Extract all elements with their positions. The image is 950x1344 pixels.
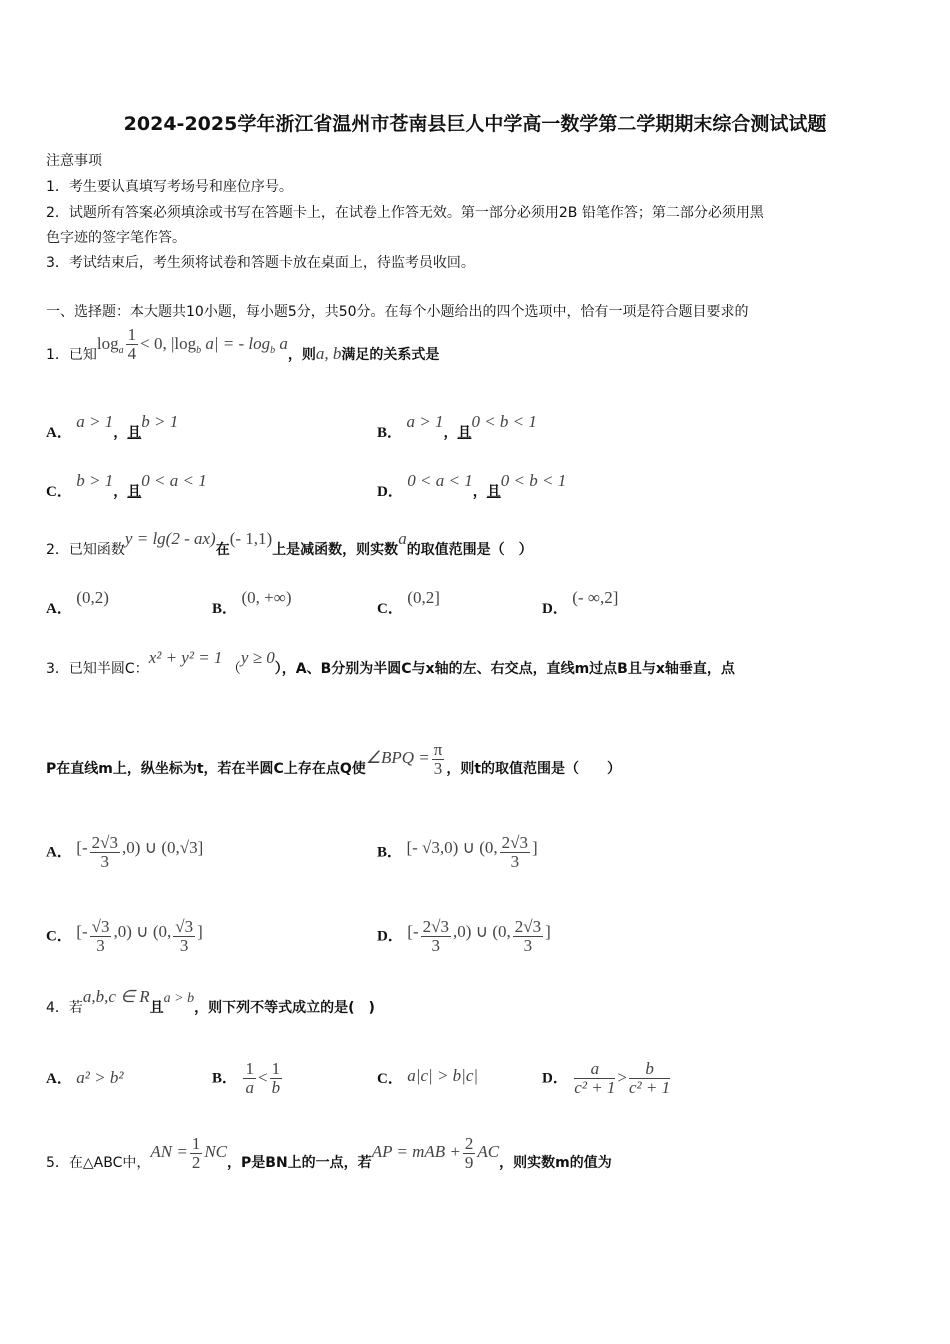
- q1-option-d[interactable]: [377, 471, 567, 502]
- math: a, b: [315, 344, 342, 363]
- text-fragment: A．: [46, 425, 72, 441]
- fraction: [126, 326, 139, 363]
- q2-option-d[interactable]: [542, 588, 619, 619]
- text-fragment: B．: [377, 844, 403, 861]
- fraction: [421, 918, 451, 955]
- text-fragment: C．: [46, 484, 72, 500]
- text-fragment: [-: [407, 921, 419, 941]
- q3-option-c[interactable]: [46, 918, 203, 955]
- q3-option-d[interactable]: [377, 918, 551, 955]
- fraction: [190, 1135, 203, 1172]
- text-fragment: ∠BPQ =: [365, 748, 430, 767]
- text-fragment: [- √3,0) ∪ (0,: [406, 837, 498, 857]
- q1-option-c[interactable]: [46, 471, 207, 502]
- text-fragment: AN =: [150, 1142, 188, 1161]
- text-fragment: ），A、B分别为半圆C与x轴的左、右交点，直线m过点B且与x轴垂直，点: [274, 661, 735, 677]
- section-heading: 一、选择题：本大题共10小题，每小题5分，共50分。在每个小题给出的四个选项中，恰有一项是符合题目要求的: [46, 304, 749, 320]
- text-fragment: b: [629, 1060, 670, 1079]
- text-fragment: b > 1: [141, 412, 179, 431]
- question-3: [46, 648, 735, 679]
- text-fragment: D．: [377, 484, 403, 500]
- text-fragment: ，: [472, 484, 487, 500]
- text-fragment: 3: [431, 936, 441, 955]
- text-fragment: ]: [197, 921, 203, 941]
- question-5: [46, 1133, 612, 1173]
- q3-option-b[interactable]: [377, 834, 538, 871]
- text-fragment: C．: [377, 1071, 403, 1087]
- text-fragment: √3: [91, 917, 110, 936]
- page-title: 2024-2025学年浙江省温州市苍南县巨人中学高一数学第二学期期末综合测试试题: [123, 113, 827, 135]
- q4-option-c[interactable]: [377, 1068, 478, 1089]
- q4-option-d[interactable]: [542, 1060, 672, 1097]
- text-fragment: (- ∞,2]: [572, 588, 619, 607]
- text-fragment: a > 1: [76, 412, 114, 431]
- text-fragment: 3: [433, 758, 443, 778]
- text-fragment: [-: [76, 921, 88, 941]
- question-3-cont: [46, 739, 622, 779]
- text-fragment: P在直线m上，纵坐标为t，若在半圆C上存在点Q使: [46, 761, 366, 777]
- text-fragment: 且: [486, 484, 501, 500]
- q2-option-a[interactable]: [46, 588, 109, 619]
- fraction: [629, 1060, 670, 1097]
- text-fragment: a² > b²: [76, 1068, 124, 1087]
- text-fragment: 3: [523, 936, 533, 955]
- text-fragment: 的取值范围是（ ）: [406, 542, 533, 558]
- q1-option-b[interactable]: [377, 412, 537, 443]
- text-fragment: 且: [457, 425, 472, 441]
- text-fragment: 5．在△ABC中，: [46, 1155, 151, 1171]
- text-fragment: >: [617, 1067, 628, 1087]
- text-fragment: ，则t的取值范围是（ ）: [446, 761, 622, 777]
- text-fragment: 2√3: [501, 833, 528, 852]
- math: a| = - log: [201, 334, 271, 353]
- text-fragment: C．: [46, 928, 72, 945]
- math: a: [118, 344, 124, 356]
- fraction: [463, 1135, 476, 1172]
- text-fragment: ,0) ∪ (0,√3]: [121, 837, 204, 857]
- text-fragment: 2．已知函数: [46, 542, 125, 558]
- text-fragment: C．: [377, 601, 403, 617]
- question-2: [46, 529, 533, 560]
- q3-option-a[interactable]: [46, 834, 203, 871]
- text-fragment: [-: [76, 837, 88, 857]
- fraction: [513, 918, 543, 955]
- text-fragment: 0 < a < 1: [407, 471, 473, 490]
- text-fragment: ]: [545, 921, 551, 941]
- text-fragment: 2: [464, 1133, 474, 1153]
- text-fragment: 3: [96, 936, 105, 955]
- fraction: [90, 834, 120, 871]
- text-fragment: ,0) ∪ (0,: [452, 921, 511, 941]
- text-fragment: b > 1: [76, 471, 114, 490]
- fraction: [432, 741, 445, 778]
- q2-option-c[interactable]: [377, 588, 440, 619]
- text-fragment: A．: [46, 601, 72, 617]
- fraction: [243, 1060, 256, 1097]
- notice-item: 色字迹的签字笔作答。: [46, 230, 186, 246]
- text-fragment: y ≥ 0: [240, 648, 275, 667]
- text-fragment: 上是减函数，则实数: [272, 542, 399, 558]
- text-fragment: 在: [215, 542, 230, 558]
- text-fragment: c² + 1: [574, 1078, 616, 1097]
- text-fragment: 2: [191, 1152, 201, 1172]
- text-fragment: ，: [113, 484, 128, 500]
- q-text: 满足的关系式是: [341, 347, 440, 363]
- notice-item: 2．试题所有答案必须填涂或书写在答题卡上，在试卷上作答无效。第一部分必须用2B 铅笔作答；第二部分必须用黑: [46, 205, 764, 221]
- text-fragment: D．: [542, 601, 568, 617]
- text-fragment: (0, +∞): [241, 588, 292, 607]
- question-1: [46, 324, 440, 371]
- text-fragment: ，P是BN上的一点，若: [227, 1155, 372, 1171]
- text-fragment: B．: [212, 601, 238, 617]
- math: log: [96, 334, 119, 353]
- fraction: [574, 1060, 615, 1097]
- fraction: [500, 834, 530, 871]
- text-fragment: a: [574, 1060, 615, 1079]
- text-fragment: (- 1,1): [229, 529, 273, 548]
- text-fragment: 3．已知半圆C：: [46, 661, 149, 677]
- text-fragment: a: [398, 529, 407, 548]
- text-fragment: NC: [204, 1142, 228, 1161]
- q-text: 1．已知: [46, 347, 97, 363]
- text-fragment: （: [226, 661, 241, 677]
- math: a: [275, 334, 288, 353]
- text-fragment: (0,2]: [407, 588, 440, 607]
- text-fragment: ]: [531, 837, 538, 857]
- text-fragment: A．: [46, 844, 72, 861]
- text-fragment: ，: [443, 425, 458, 441]
- q4-option-b[interactable]: [212, 1060, 284, 1097]
- text-fragment: a > 1: [406, 412, 444, 431]
- text-fragment: 2√3: [422, 917, 449, 936]
- text-fragment: b: [271, 1078, 281, 1097]
- text-fragment: a > b: [163, 991, 195, 1006]
- text-fragment: D．: [542, 1070, 568, 1087]
- text-fragment: 且: [149, 1000, 164, 1016]
- text-fragment: B．: [212, 1070, 238, 1087]
- text-fragment: (0,2): [76, 588, 109, 607]
- text-fragment: 1: [191, 1133, 201, 1153]
- question-4: [46, 987, 375, 1019]
- math: < 0, |log: [140, 334, 197, 353]
- text-fragment: √3: [175, 917, 194, 936]
- text-fragment: 4．若: [46, 1000, 83, 1016]
- fraction: [173, 918, 195, 955]
- text-fragment: 2√3: [514, 917, 542, 936]
- text-fragment: 1: [271, 1059, 281, 1078]
- notice-item: 1．考生要认真填写考场号和座位序号。: [46, 179, 293, 195]
- text-fragment: 1: [245, 1059, 254, 1078]
- text-fragment: a,b,c ∈ R: [82, 987, 150, 1006]
- text-fragment: c² + 1: [629, 1078, 671, 1097]
- text-fragment: 2√3: [91, 833, 118, 852]
- text-fragment: x² + y² = 1: [148, 648, 223, 667]
- text-fragment: A．: [46, 1071, 72, 1087]
- text-fragment: 且: [127, 425, 142, 441]
- notice-heading: 注意事项: [46, 153, 102, 169]
- text-fragment: y = lg(2 - ax): [124, 529, 216, 548]
- text-fragment: π: [433, 739, 443, 759]
- notice-item: 3．考试结束后，考生须将试卷和答题卡放在桌面上，待监考员收回。: [46, 255, 475, 271]
- q4-option-a[interactable]: [46, 1068, 123, 1089]
- text-fragment: 1: [127, 324, 137, 344]
- text-fragment: 且: [127, 484, 142, 500]
- fraction: [270, 1060, 283, 1097]
- text-fragment: 9: [464, 1152, 474, 1172]
- text-fragment: a|c| > b|c|: [407, 1066, 479, 1085]
- text-fragment: 0 < b < 1: [500, 471, 567, 490]
- text-fragment: ，则实数m的值为: [499, 1155, 612, 1171]
- text-fragment: 3: [510, 852, 520, 871]
- text-fragment: AP = mAB +: [371, 1142, 461, 1161]
- q1-option-a[interactable]: [46, 412, 179, 443]
- text-fragment: AC: [477, 1142, 500, 1161]
- text-fragment: D．: [377, 928, 403, 945]
- text-fragment: <: [257, 1067, 268, 1087]
- q2-option-b[interactable]: [212, 588, 292, 619]
- q-text: ，则: [287, 347, 316, 363]
- math: b: [270, 344, 276, 356]
- text-fragment: 4: [127, 343, 137, 363]
- math: b: [196, 344, 202, 356]
- text-fragment: B．: [377, 425, 403, 441]
- text-fragment: 0 < b < 1: [471, 412, 537, 431]
- text-fragment: ,0) ∪ (0,: [113, 921, 172, 941]
- text-fragment: 3: [179, 936, 189, 955]
- text-fragment: 0 < a < 1: [141, 471, 207, 490]
- text-fragment: ，: [113, 425, 128, 441]
- fraction: [90, 918, 112, 955]
- text-fragment: 3: [100, 852, 110, 871]
- text-fragment: ，则下列不等式成立的是( ): [194, 1000, 375, 1016]
- text-fragment: a: [245, 1078, 254, 1097]
